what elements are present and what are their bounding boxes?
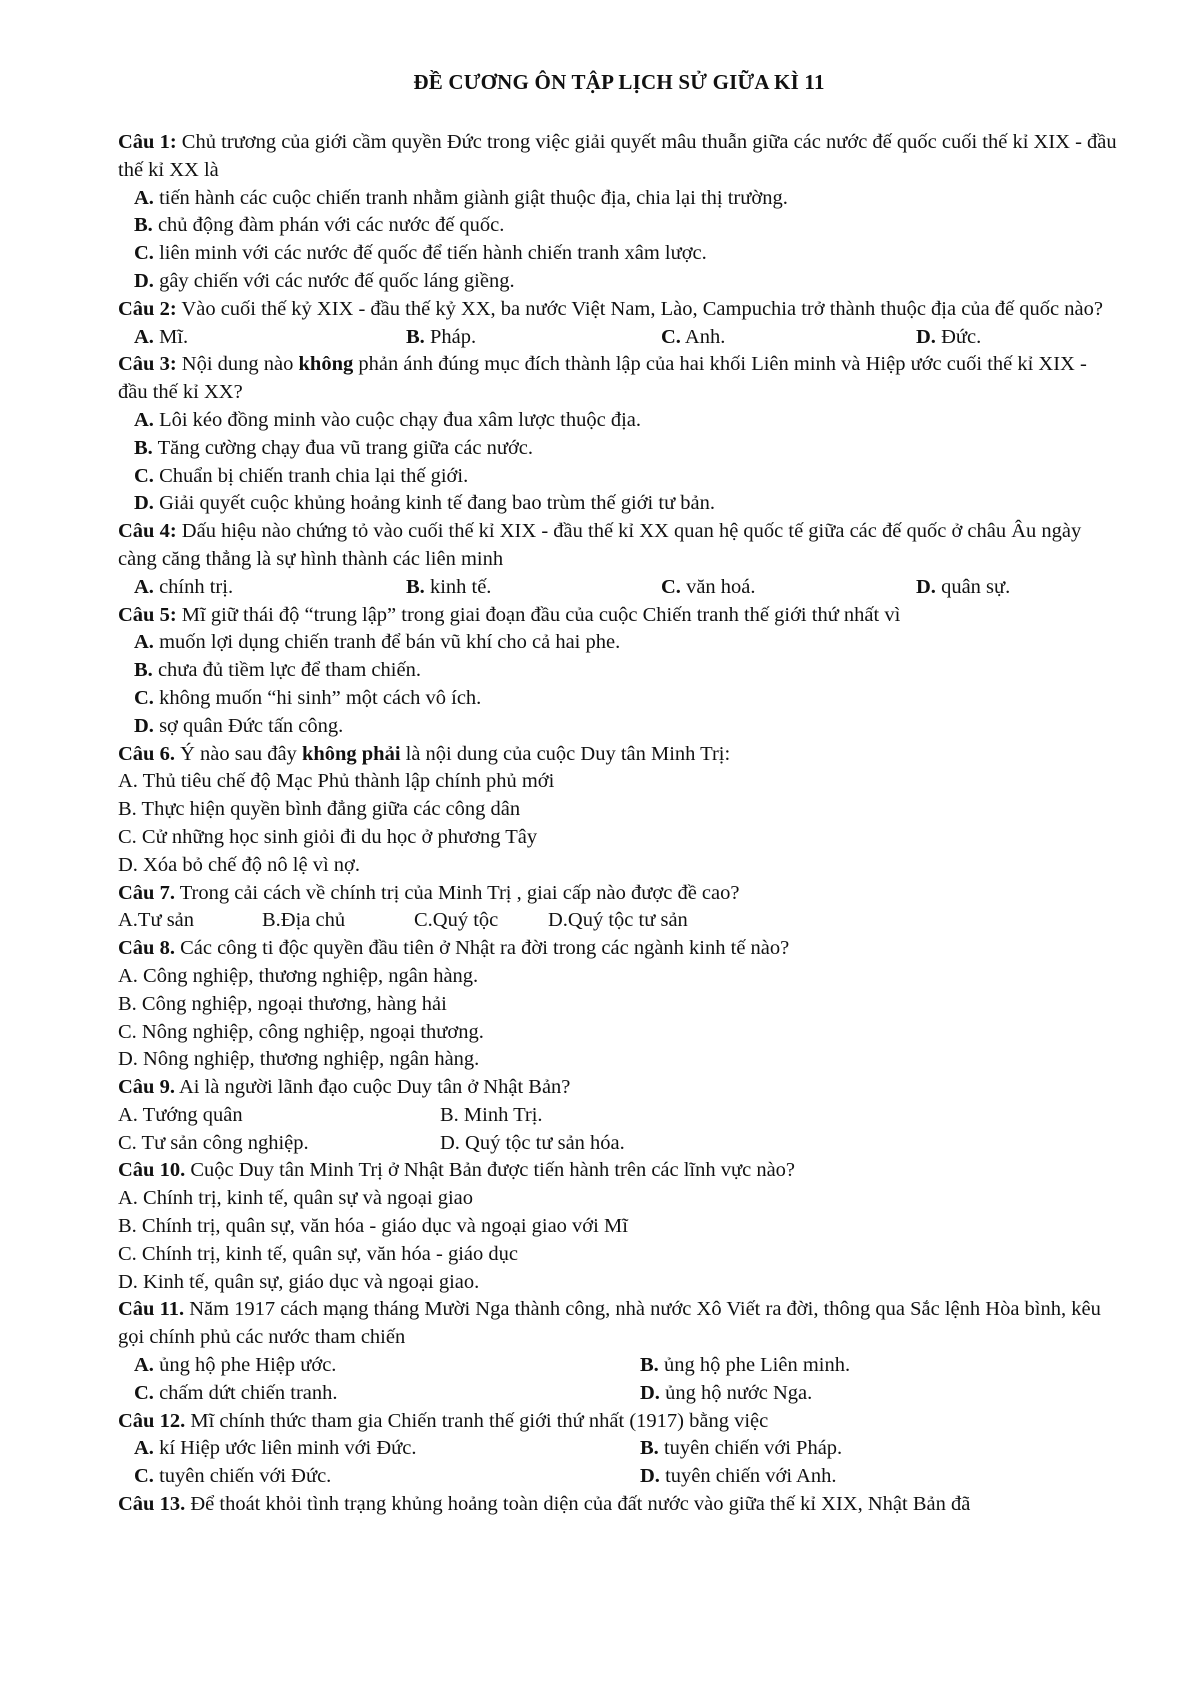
option-text: Chuẩn bị chiến tranh chia lại thế giới. bbox=[153, 464, 469, 487]
question-4-option-c: C. văn hoá. bbox=[661, 575, 756, 598]
question-label: Câu 2: bbox=[118, 297, 177, 320]
question-7-options bbox=[118, 907, 1120, 935]
question-8-option-c: C. Nông nghiệp, công nghiệp, ngoại thương. bbox=[118, 1020, 484, 1043]
question-9-option-d: D. Quý tộc tư sản hóa. bbox=[440, 1131, 625, 1154]
question-11-options-row-1 bbox=[118, 1352, 1120, 1380]
question-6-option-c: C. Cử những học sinh giỏi đi du học ở phương Tây bbox=[118, 825, 538, 848]
question-label: Câu 12. bbox=[118, 1409, 186, 1432]
question-13 bbox=[118, 1491, 1120, 1519]
question-3-option-a bbox=[118, 407, 1120, 435]
question-1 bbox=[118, 129, 1120, 185]
option-text: muốn lợi dụng chiến tranh để bán vũ khí cho cả hai phe. bbox=[153, 631, 621, 654]
question-4-option-b: B. kinh tế. bbox=[406, 575, 492, 598]
question-3-option-c bbox=[118, 463, 1120, 491]
option-text: Giải quyết cuộc khủng hoảng kinh tế đang bao trùm thế giới tư bản. bbox=[153, 492, 716, 515]
question-10-option-a: A. Chính trị, kinh tế, quân sự và ngoại giao bbox=[118, 1187, 474, 1210]
question-5-option-a bbox=[118, 629, 1120, 657]
question-7-option-c: C.Quý tộc bbox=[414, 909, 499, 932]
question-3-option-d bbox=[118, 490, 1120, 518]
question-label: Câu 5: bbox=[118, 603, 177, 626]
question-text: Nội dung nào bbox=[176, 353, 299, 376]
option-text: Tăng cường chạy đua vũ trang giữa các nước. bbox=[152, 436, 534, 459]
option-label: B. bbox=[134, 214, 153, 237]
question-7-option-a: A.Tư sản bbox=[118, 909, 195, 932]
question-3 bbox=[118, 351, 1120, 407]
option-label: C. bbox=[134, 686, 154, 709]
question-12-option-b: B. tuyên chiến với Pháp. bbox=[640, 1437, 843, 1460]
option-text: chủ động đàm phán với các nước đế quốc. bbox=[152, 214, 505, 237]
option-text: liên minh với các nước đế quốc để tiến hành chiến tranh xâm lược. bbox=[153, 242, 707, 265]
option-label: C. bbox=[134, 464, 154, 487]
question-12-options-row-1 bbox=[118, 1435, 1120, 1463]
question-2-option-b: B. Pháp. bbox=[406, 325, 477, 348]
question-3-option-b bbox=[118, 435, 1120, 463]
question-11-option-b: B. ủng hộ phe Liên minh. bbox=[640, 1354, 851, 1377]
question-text: phản ánh đúng mục đích thành lập của hai khối Liên minh và Hiệp ước cuối thế kỉ XIX - đầu thế kỉ XX? bbox=[118, 353, 1087, 404]
question-emphasis: không phải bbox=[301, 742, 401, 765]
document-title: ĐỀ CƯƠNG ÔN TẬP LỊCH SỬ GIỮA KÌ 11 bbox=[413, 70, 825, 94]
question-8 bbox=[118, 935, 1120, 963]
question-4-option-a: A. chính trị. bbox=[134, 575, 234, 598]
question-label: Câu 7. bbox=[118, 881, 175, 904]
question-text: Ý nào sau đây bbox=[174, 742, 302, 765]
question-9-option-b: B. Minh Trị. bbox=[440, 1103, 543, 1126]
question-9-option-a: A. Tướng quân bbox=[118, 1103, 243, 1126]
question-12-options-row-2 bbox=[118, 1463, 1120, 1491]
question-4-options bbox=[118, 574, 1120, 602]
option-label: B. bbox=[134, 659, 153, 682]
option-label: A. bbox=[134, 186, 154, 209]
question-label: Câu 6. bbox=[118, 742, 175, 765]
question-11-option-c: C. chấm dứt chiến tranh. bbox=[134, 1381, 338, 1404]
question-6-option-b: B. Thực hiện quyền bình đẳng giữa các công dân bbox=[118, 798, 521, 821]
question-text: Chủ trương của giới cầm quyền Đức trong việc giải quyết mâu thuẫn giữa các nước đế quốc cuối thế kỉ XIX - đầu thế kỉ XX là bbox=[118, 131, 1117, 181]
question-10-option-b: B. Chính trị, quân sự, văn hóa - giáo dục và ngoại giao với Mĩ bbox=[118, 1215, 628, 1238]
option-label: C. bbox=[134, 242, 154, 265]
option-label: B. bbox=[134, 436, 153, 459]
question-5-option-d bbox=[118, 713, 1120, 741]
question-1-option-b bbox=[118, 212, 1120, 240]
question-8-option-b: B. Công nghiệp, ngoại thương, hàng hải bbox=[118, 992, 447, 1015]
option-text: Lôi kéo đồng minh vào cuộc chạy đua xâm lược thuộc địa. bbox=[153, 408, 641, 431]
question-12 bbox=[118, 1408, 1120, 1436]
question-text: Dấu hiệu nào chứng tỏ vào cuối thế kỉ XIX - đầu thế kỉ XX quan hệ quốc tế giữa các đế quốc ở châu Âu ngày càng căng thẳng là sự hình thành các liên minh bbox=[118, 520, 1082, 570]
question-text: Các công ti độc quyền đầu tiên ở Nhật ra đời trong các ngành kinh tế nào? bbox=[174, 937, 790, 960]
question-text: Năm 1917 cách mạng tháng Mười Nga thành công, nhà nước Xô Viết ra đời, thông qua Sắc lệnh Hòa bình, kêu gọi chính phủ các nước tham chiến bbox=[118, 1298, 1101, 1349]
question-label: Câu 4: bbox=[118, 520, 177, 543]
question-7 bbox=[118, 880, 1120, 908]
question-4-option-d: D. quân sự. bbox=[916, 575, 1011, 598]
question-2-option-c: C. Anh. bbox=[661, 325, 726, 348]
question-8-option-d: D. Nông nghiệp, thương nghiệp, ngân hàng. bbox=[118, 1048, 480, 1071]
question-10-option-d: D. Kinh tế, quân sự, giáo dục và ngoại giao. bbox=[118, 1270, 480, 1293]
option-label: A. bbox=[134, 408, 154, 431]
question-2-options bbox=[118, 324, 1120, 352]
question-6 bbox=[118, 741, 1120, 769]
question-9-option-c: C. Tư sản công nghiệp. bbox=[118, 1131, 309, 1154]
question-emphasis: không bbox=[298, 353, 354, 376]
question-11 bbox=[118, 1296, 1120, 1352]
question-label: Câu 3: bbox=[118, 353, 177, 376]
question-2-option-d: D. Đức. bbox=[916, 325, 982, 348]
question-text: Để thoát khỏi tình trạng khủng hoảng toàn diện của đất nước vào giữa thế kỉ XIX, Nhật Bản đã bbox=[185, 1493, 971, 1516]
question-text: Mĩ chính thức tham gia Chiến tranh thế giới thứ nhất (1917) bằng việc bbox=[185, 1409, 769, 1432]
question-2-option-a: A. Mĩ. bbox=[134, 325, 189, 348]
question-5-option-c bbox=[118, 685, 1120, 713]
question-11-options-row-2 bbox=[118, 1380, 1120, 1408]
option-label: A. bbox=[134, 631, 154, 654]
question-9-options-row-2 bbox=[118, 1130, 1120, 1158]
question-6-option-d: D. Xóa bỏ chế độ nô lệ vì nợ. bbox=[118, 853, 360, 876]
question-12-option-c: C. tuyên chiến với Đức. bbox=[134, 1465, 332, 1488]
question-text: Vào cuối thế kỷ XIX - đầu thế kỷ XX, ba nước Việt Nam, Lào, Campuchia trở thành thuộc địa của đế quốc nào? bbox=[176, 297, 1103, 320]
option-label: D. bbox=[134, 492, 154, 515]
question-7-option-b: B.Địa chủ bbox=[262, 909, 346, 932]
question-10-option-c: C. Chính trị, kinh tế, quân sự, văn hóa - giáo dục bbox=[118, 1242, 518, 1265]
question-12-option-d: D. tuyên chiến với Anh. bbox=[640, 1465, 837, 1488]
question-9-options-row-1 bbox=[118, 1102, 1120, 1130]
question-text: Trong cải cách về chính trị của Minh Trị , giai cấp nào được đề cao? bbox=[174, 881, 740, 904]
question-1-option-d bbox=[118, 268, 1120, 296]
option-label: D. bbox=[134, 269, 154, 292]
question-10 bbox=[118, 1157, 1120, 1185]
option-label: D. bbox=[134, 714, 154, 737]
question-1-option-a bbox=[118, 185, 1120, 213]
question-label: Câu 9. bbox=[118, 1076, 175, 1099]
option-text: sợ quân Đức tấn công. bbox=[153, 714, 344, 737]
question-5-option-b bbox=[118, 657, 1120, 685]
question-label: Câu 1: bbox=[118, 131, 177, 153]
option-text: chưa đủ tiềm lực để tham chiến. bbox=[152, 659, 421, 682]
question-7-option-d: D.Quý tộc tư sản bbox=[548, 909, 688, 932]
question-9 bbox=[118, 1074, 1120, 1102]
question-11-option-d: D. ủng hộ nước Nga. bbox=[640, 1381, 813, 1404]
question-5 bbox=[118, 602, 1120, 630]
question-4 bbox=[118, 518, 1120, 574]
question-label: Câu 13. bbox=[118, 1493, 186, 1516]
option-text: tiến hành các cuộc chiến tranh nhằm giành giật thuộc địa, chia lại thị trường. bbox=[153, 186, 788, 209]
question-1-option-c bbox=[118, 240, 1120, 268]
question-12-option-a: A. kí Hiệp ước liên minh với Đức. bbox=[134, 1437, 417, 1460]
question-label: Câu 10. bbox=[118, 1159, 186, 1182]
question-text: Ai là người lãnh đạo cuộc Duy tân ở Nhật Bản? bbox=[174, 1076, 571, 1099]
option-text: gây chiến với các nước đế quốc láng giềng. bbox=[153, 269, 515, 292]
question-8-option-a: A. Công nghiệp, thương nghiệp, ngân hàng. bbox=[118, 964, 479, 987]
question-2 bbox=[118, 296, 1120, 324]
option-text: không muốn “hi sinh” một cách vô ích. bbox=[153, 686, 482, 709]
question-label: Câu 8. bbox=[118, 937, 175, 960]
question-label: Câu 11. bbox=[118, 1298, 185, 1321]
question-11-option-a: A. ủng hộ phe Hiệp ước. bbox=[134, 1354, 337, 1377]
question-text: Mĩ giữ thái độ “trung lập” trong giai đoạn đầu của cuộc Chiến tranh thế giới thứ nhất vì bbox=[176, 603, 901, 626]
question-text: Cuộc Duy tân Minh Trị ở Nhật Bản được tiến hành trên các lĩnh vực nào? bbox=[185, 1159, 796, 1182]
question-text: là nội dung của cuộc Duy tân Minh Trị: bbox=[400, 742, 731, 765]
question-6-option-a: A. Thủ tiêu chế độ Mạc Phủ thành lập chính phủ mới bbox=[118, 770, 555, 793]
